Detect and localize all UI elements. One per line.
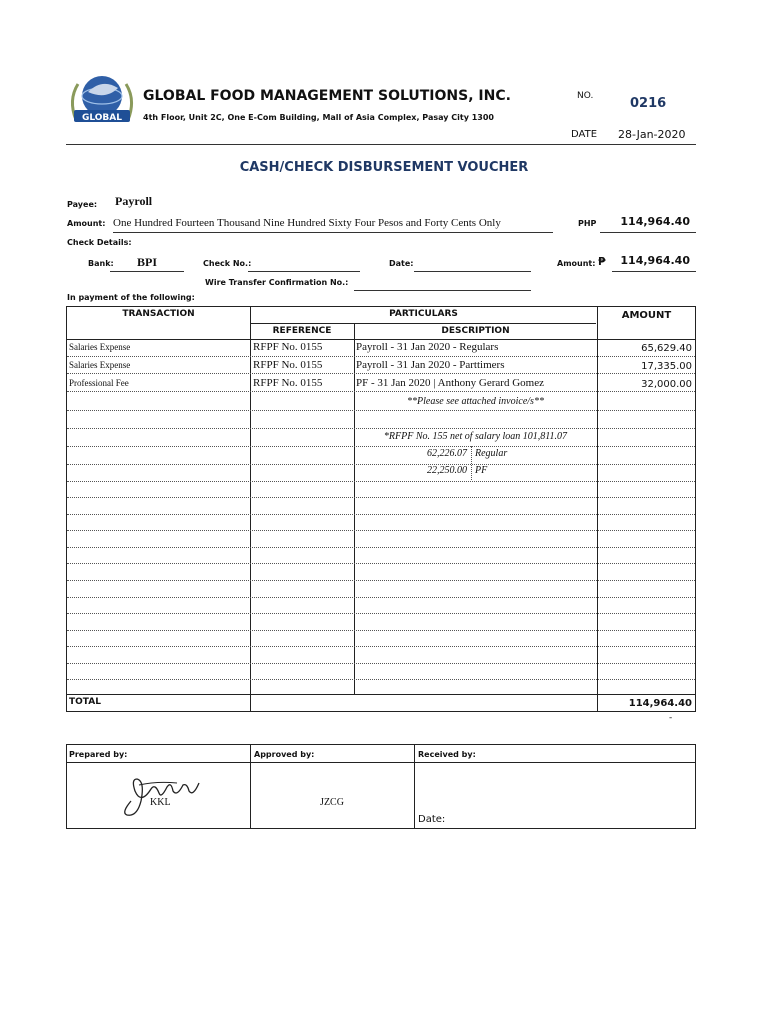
- col-divider-amount: [597, 307, 598, 711]
- rfpf-net-note: *RFPF No. 155 net of salary loan 101,811.07: [383, 431, 568, 442]
- approved-by-label: Approved by:: [254, 750, 315, 759]
- wire-transfer-label: Wire Transfer Confirmation No.:: [205, 278, 349, 287]
- header-amount: AMOUNT: [621, 310, 672, 321]
- wire-transfer-field: [354, 275, 531, 291]
- header-divider: [66, 144, 696, 145]
- row2-reference: RFPF No. 0155: [253, 359, 323, 371]
- header-reference: REFERENCE: [272, 326, 332, 336]
- company-address: 4th Floor, Unit 2C, One E-Com Building, Mall of Asia Complex, Pasay City 1300: [143, 113, 494, 122]
- check-details-label: Check Details:: [67, 238, 132, 247]
- row2-transaction: Salaries Expense: [69, 360, 131, 370]
- row3-reference: RFPF No. 0155: [253, 377, 323, 389]
- col-divider-reference: [354, 323, 355, 695]
- row1-transaction: Salaries Expense: [69, 342, 131, 352]
- header-transaction: TRANSACTION: [122, 309, 195, 319]
- row3-description: PF - 31 Jan 2020 | Anthony Gerard Gomez: [356, 377, 544, 389]
- breakdown-regular-amount: 62,226.07: [427, 448, 467, 459]
- amount-label: Amount:: [67, 219, 106, 228]
- row3-amount: 32,000.00: [641, 379, 692, 390]
- date-label: DATE: [571, 129, 598, 140]
- row1-reference: RFPF No. 0155: [253, 341, 323, 353]
- col-divider-transaction: [250, 307, 251, 711]
- row1-description: Payroll - 31 Jan 2020 - Regulars: [356, 341, 499, 353]
- particulars-table: [66, 306, 696, 712]
- company-logo: [66, 70, 138, 130]
- company-name: GLOBAL FOOD MANAGEMENT SOLUTIONS, INC.: [143, 88, 511, 104]
- sig-divider-2: [414, 745, 415, 828]
- bank-value: BPI: [110, 255, 184, 272]
- breakdown-pf-amount: 22,250.00: [427, 465, 467, 476]
- check-amount-label: Amount:: [557, 259, 596, 268]
- check-date-label: Date:: [389, 259, 414, 268]
- header-particulars: PARTICULARS: [389, 309, 458, 319]
- payee-label: Payee:: [67, 200, 98, 209]
- signature-scribble: [117, 771, 207, 819]
- check-no-field: [248, 255, 360, 272]
- payee-value: Payroll: [115, 194, 153, 208]
- approved-initials: JZCG: [320, 797, 344, 808]
- total-amount: 114,964.40: [628, 698, 692, 709]
- header-description: DESCRIPTION: [441, 326, 510, 336]
- voucher-title: CASH/CHECK DISBURSEMENT VOUCHER: [239, 160, 529, 175]
- breakdown-divider: [471, 446, 472, 480]
- breakdown-pf-label: PF: [475, 465, 488, 476]
- total-label: TOTAL: [69, 697, 101, 707]
- svg-text:GLOBAL: GLOBAL: [81, 113, 123, 123]
- voucher-no-label: NO.: [577, 91, 594, 101]
- row2-amount: 17,335.00: [641, 361, 692, 372]
- php-amount: 114,964.40: [600, 215, 696, 233]
- amount-in-words: One Hundred Fourteen Thousand Nine Hundred Sixty Four Pesos and Forty Cents Only: [113, 217, 553, 233]
- received-date-label: Date:: [418, 814, 446, 825]
- header-rule: [250, 323, 596, 324]
- voucher-number: 0216: [630, 96, 667, 111]
- received-by-label: Received by:: [418, 750, 476, 759]
- sig-divider-1: [250, 745, 251, 828]
- sig-header-rule: [67, 762, 695, 763]
- row1-amount: 65,629.40: [641, 343, 692, 354]
- total-rule: [67, 694, 695, 695]
- prepared-by-label: Prepared by:: [69, 750, 128, 759]
- signature-box: [66, 744, 696, 829]
- in-payment-label: In payment of the following:: [67, 293, 195, 302]
- row2-description: Payroll - 31 Jan 2020 - Parttimers: [356, 359, 505, 371]
- bank-label: Bank:: [88, 259, 114, 268]
- breakdown-regular-label: Regular: [475, 448, 508, 459]
- dash-mark: -: [669, 713, 673, 723]
- subheader-rule: [67, 339, 695, 340]
- check-no-label: Check No.:: [203, 259, 252, 268]
- date-value: 28-Jan-2020: [618, 128, 686, 141]
- peso-sign: ₱: [598, 255, 606, 268]
- prepared-initials: KKL: [150, 797, 171, 808]
- attached-invoice-note: **Please see attached invoice/s**: [407, 396, 544, 407]
- check-amount-value: 114,964.40: [612, 254, 696, 272]
- php-label: PHP: [578, 219, 597, 228]
- row3-transaction: Professional Fee: [69, 378, 129, 388]
- check-date-field: [414, 255, 531, 272]
